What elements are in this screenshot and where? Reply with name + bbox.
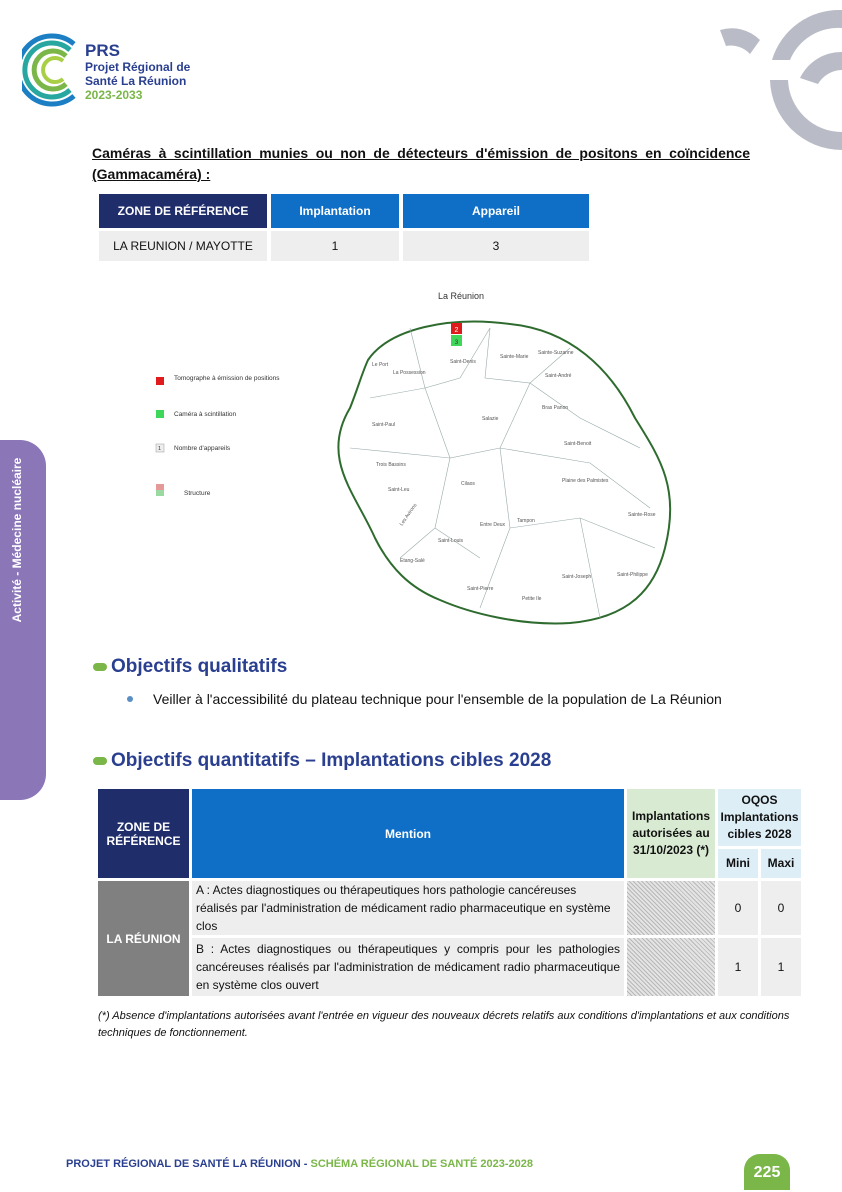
legend-count-label: Nombre d'appareils (174, 445, 231, 452)
footer-right: SCHÉMA RÉGIONAL DE SANTÉ 2023-2028 (310, 1158, 533, 1170)
commune-label: Sainte-Marie (500, 354, 529, 360)
header-mention: Mention (192, 789, 624, 878)
header-maxi: Maxi (761, 849, 801, 878)
legend-count-box-text: 1 (158, 446, 162, 452)
equipment-table (95, 194, 593, 261)
page-number: 225 (744, 1154, 790, 1190)
commune-label: Sainte-Rose (628, 512, 656, 518)
commune-label: Bras Panon (542, 405, 569, 411)
decorative-swirl-icon (700, 0, 842, 160)
commune-label: Entre Deux (480, 522, 506, 528)
section-title: Caméras à scintillation munies ou non de détecteurs d'émission de positons en coïncidence (Gammacaméra) : (92, 145, 750, 182)
commune-label: Petite Ile (522, 596, 542, 602)
col-header-implantation: Implantation (271, 194, 399, 228)
header-zone: ZONE DE RÉFÉRENCE (98, 789, 189, 878)
commune-label: Etang-Salé (400, 558, 425, 564)
zone-cell: LA RÉUNION (98, 881, 189, 996)
header-oqos: OQOS Implantations cibles 2028 (718, 789, 801, 846)
commune-label: Trois Bassins (376, 462, 406, 468)
footer-separator: - (300, 1158, 311, 1170)
logo-text (85, 42, 190, 102)
commune-label: Saint-Paul (372, 422, 396, 428)
header-autorisees: Implantations autorisées au 31/10/2023 (*) (627, 789, 715, 878)
prs-logo-icon (22, 30, 82, 110)
commune-label: Plaine des Palmistes (562, 478, 609, 484)
footer (66, 1158, 533, 1170)
cell-implantation: 1 (271, 228, 399, 261)
legend-structure-label: Structure (184, 490, 211, 497)
heading-quantitatifs-text: Objectifs quantitatifs – Implantations cibles 2028 (111, 750, 552, 771)
legend-camera-swatch (156, 410, 164, 418)
commune-label: Saint-Philippe (617, 572, 648, 578)
maxi-b: 1 (761, 938, 801, 996)
commune-label: Saint-Denis (450, 359, 476, 365)
maxi-a: 0 (761, 881, 801, 935)
mini-b: 1 (718, 938, 758, 996)
footer-left: PROJET RÉGIONAL DE SANTÉ LA RÉUNION (66, 1158, 301, 1170)
map-legend (156, 375, 280, 497)
mention-b: B : Actes diagnostiques ou thérapeutiques y compris pour les pathologies cancéreuses réalisés par l'administration de médicament radio pharmaceutique en système clos ouvert (192, 938, 624, 996)
map-title: La Réunion (437, 291, 485, 301)
commune-label: Le Port (372, 362, 389, 368)
commune-label: Les Avirons (398, 502, 419, 528)
map-marker-bottom-label: 3 (454, 340, 459, 346)
bullet-dot-icon (127, 696, 133, 702)
legend-camera-label: Caméra à scintillation (174, 411, 237, 418)
mention-a: A : Actes diagnostiques ou thérapeutiques hors pathologie cancéreuses réalisés par l'administration de médicament radio pharmaceutique en système clos (192, 881, 624, 935)
commune-label: Sainte-Suzanne (538, 350, 574, 356)
heading-quantitatifs (93, 750, 551, 772)
col-header-zone: ZONE DE RÉFÉRENCE (99, 194, 267, 228)
heading-qualitatifs-text: Objectifs qualitatifs (111, 656, 288, 677)
col-header-appareil: Appareil (403, 194, 589, 228)
logo-line1: Projet Régional de (85, 60, 191, 74)
commune-label: Saint-Joseph (562, 574, 592, 580)
legend-tomographe-swatch (156, 377, 164, 385)
commune-label: Saint-André (545, 373, 572, 379)
autorisees-b-hatched (627, 938, 715, 996)
qualitative-objective: Veiller à l'accessibilité du plateau technique pour l'ensemble de la population de La Réunion (153, 691, 722, 707)
side-tab-label: Activité - Médecine nucléaire (10, 457, 24, 623)
bullet-pill-icon (93, 757, 107, 765)
autorisees-a-hatched (627, 881, 715, 935)
logo-abbr: PRS (85, 41, 120, 60)
heading-qualitatifs (93, 656, 287, 678)
map-marker-top-label: 2 (454, 327, 459, 334)
commune-label: Salazie (482, 416, 499, 422)
cell-zone: LA REUNION / MAYOTTE (99, 228, 267, 261)
logo-years: 2023-2033 (85, 88, 143, 102)
commune-label: La Possession (393, 370, 426, 376)
bullet-pill-icon (93, 663, 107, 671)
logo-line2: Santé La Réunion (85, 74, 187, 88)
commune-label: Saint-Pierre (467, 586, 494, 592)
targets-table (95, 786, 804, 999)
cell-appareil: 3 (403, 228, 589, 261)
header-mini: Mini (718, 849, 758, 878)
reunion-map (150, 288, 700, 633)
footnote: (*) Absence d'implantations autorisées avant l'entrée en vigueur des nouveaux décrets relatifs aux conditions d'implantations et aux conditions techniques de fonctionnement. (98, 1010, 790, 1039)
legend-structure-swatch-1 (156, 484, 164, 490)
commune-label: Saint-Louis (438, 538, 464, 544)
commune-label: Tampon (517, 518, 535, 524)
legend-tomographe-label: Tomographe à émission de positions (174, 375, 280, 382)
legend-structure-swatch-2 (156, 490, 164, 496)
commune-label: Saint-Leu (388, 487, 410, 493)
commune-label: Saint-Benoit (564, 441, 592, 447)
commune-label: Cilaos (461, 481, 475, 487)
mini-a: 0 (718, 881, 758, 935)
